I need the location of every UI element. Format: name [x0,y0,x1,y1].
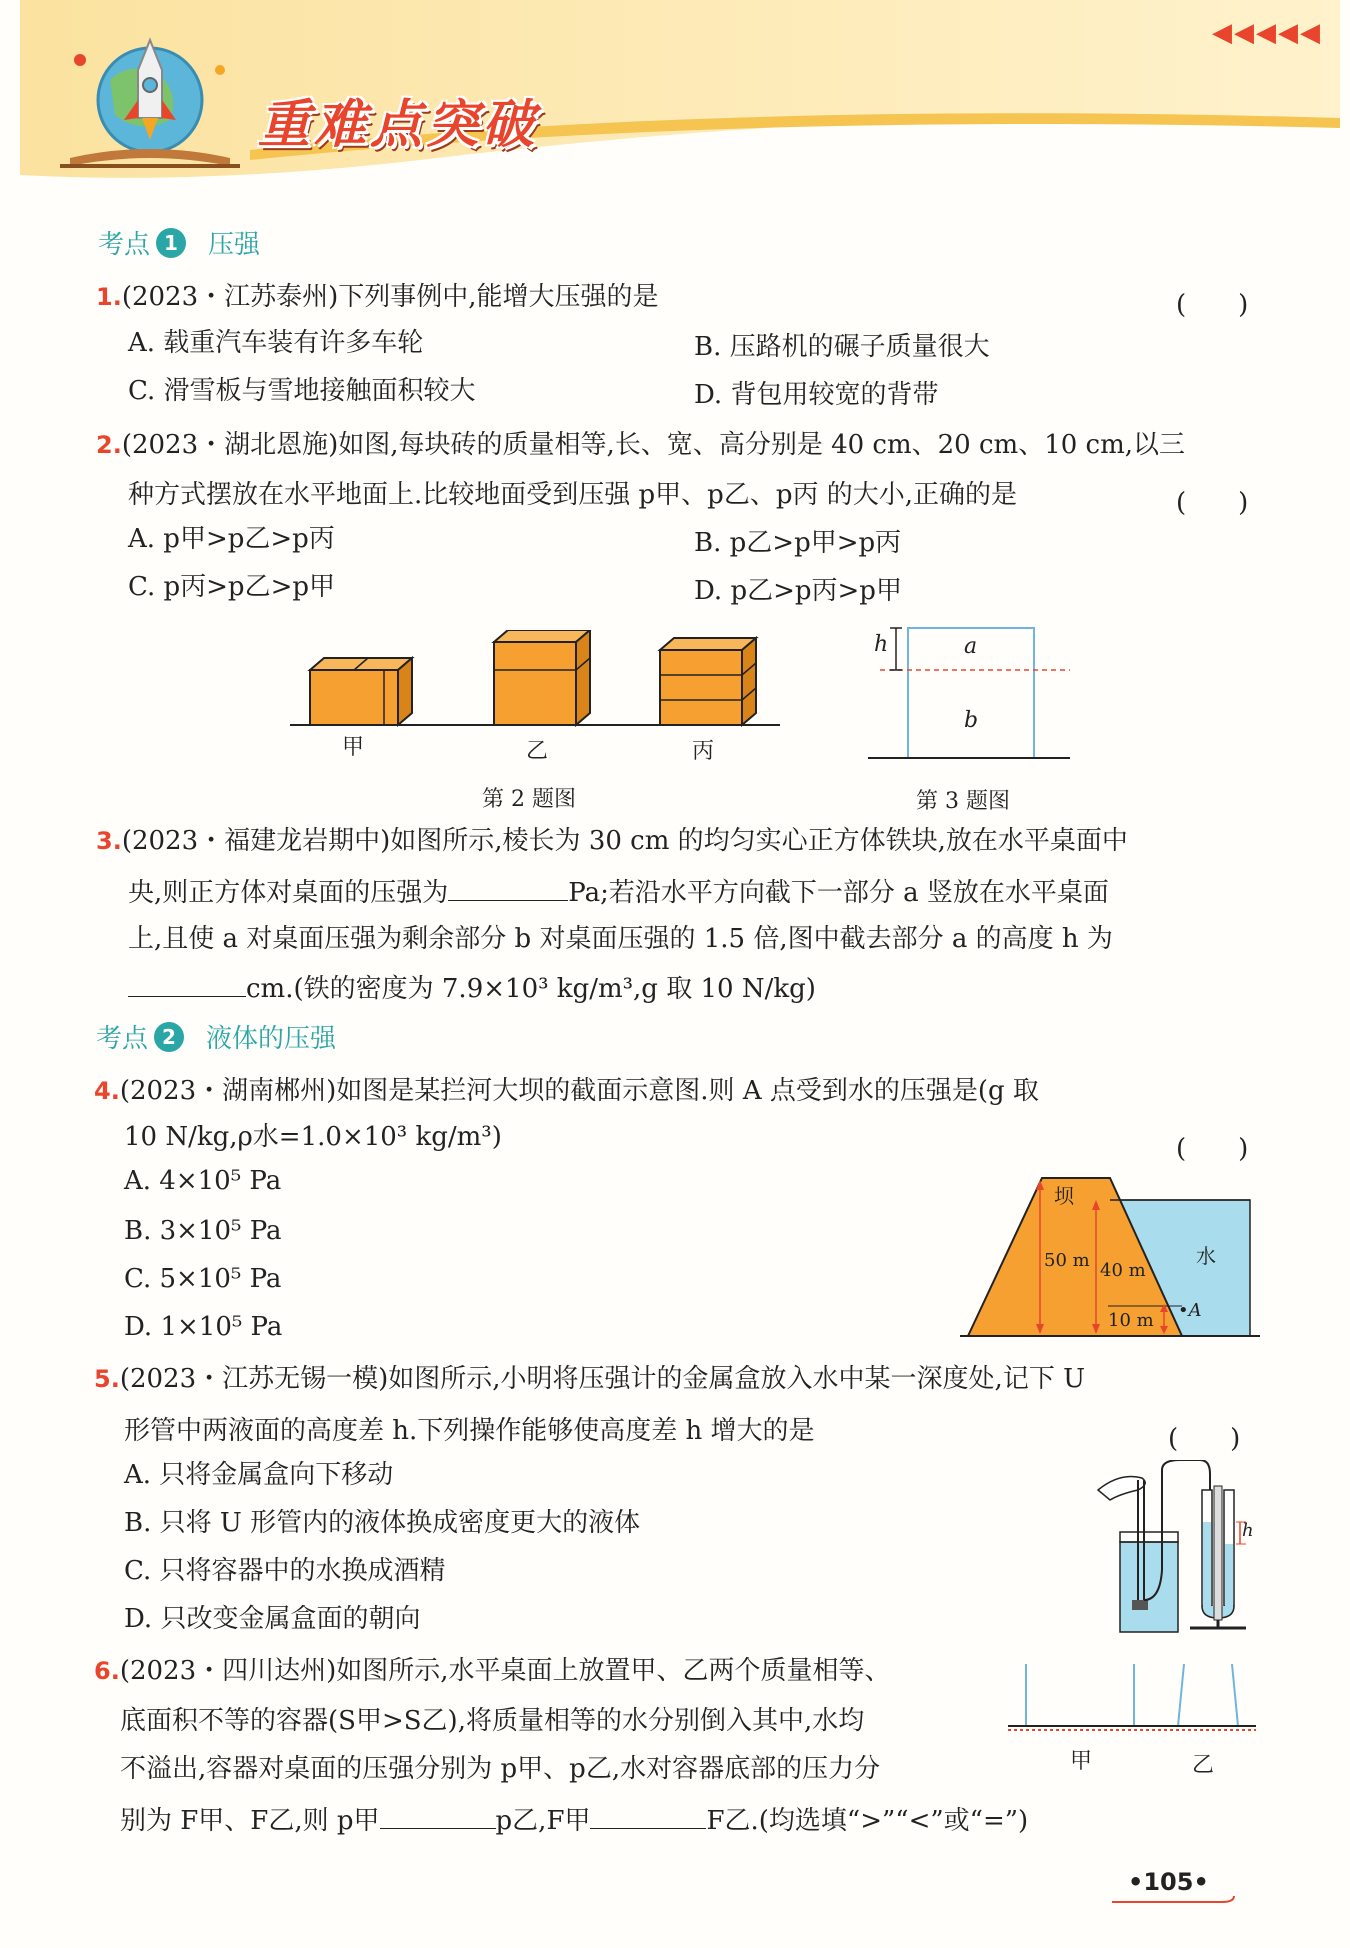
q4-option-d: D. 1×10⁵ Pa [124,1312,283,1342]
q5-line1-text: (2023・江苏无锡一模)如图所示,小明将压强计的金属盒放入水中某一深度处,记下 U [119,1364,1085,1394]
q6-line4b-text: p乙,F甲 [495,1806,591,1836]
fig4-label-40m: 40 m [1100,1260,1146,1281]
q3-line2a-text: 央,则正方体对桌面的压强为 [128,878,449,908]
fig4-label-water: 水 [1196,1244,1216,1268]
q6-line1-text: (2023・四川达州)如图所示,水平桌面上放置甲、乙两个质量相等、 [119,1656,891,1686]
header-banner [20,0,1340,190]
q2-line2: 种方式摆放在水平地面上.比较地面受到压强 p甲、p乙、p丙 的大小,正确的是 [128,480,1017,510]
fig2-label-jia: 甲 [342,735,365,760]
q6-line4c-text: F乙.(均选填“>”“<”或“=”) [706,1806,1029,1836]
section-number: 2 [154,1022,184,1052]
q5-line1 [94,1362,1085,1396]
section-number: 1 [156,228,186,258]
q4-option-b: B. 3×10⁵ Pa [124,1216,282,1246]
fig5-label-h: h [1242,1520,1254,1541]
q2-option-c: C. p丙>p乙>p甲 [128,572,335,602]
q3-line3: 上,且使 a 对桌面压强为剩余部分 b 对桌面压强的 1.5 倍,图中截去部分 a 的高度 h 为 [128,924,1113,954]
fig6-label-yi: 乙 [1192,1753,1215,1778]
q6-line4a-text: 别为 F甲、F乙,则 p甲 [120,1806,380,1836]
brick-yi [494,630,590,725]
q2-option-b: B. p乙>p甲>p丙 [694,528,902,558]
question-number: 2. [96,431,122,459]
q4-line2: 10 N/kg,ρ水=1.0×10³ kg/m³) [124,1122,502,1152]
q3-line4-text: cm.(铁的密度为 7.9×10³ kg/m³,g 取 10 N/kg) [246,974,816,1004]
q4-answer-bracket: ( ) [1176,1134,1249,1164]
q5-answer-bracket: ( ) [1168,1424,1241,1454]
q6-line2: 底面积不等的容器(S甲>S乙),将质量相等的水分别倒入其中,水均 [120,1706,865,1736]
q1-option-c: C. 滑雪板与雪地接触面积较大 [128,376,476,406]
q2-answer-bracket: ( ) [1176,488,1249,518]
question-number: 6. [94,1657,120,1685]
fig2-label-bing: 丙 [692,739,715,764]
q1-stem-text: (2023・江苏泰州)下列事例中,能增大压强的是 [121,282,659,312]
section-label: 考点 [96,1024,149,1054]
fig4-label-50m: 50 m [1044,1250,1090,1271]
q6-line1 [94,1654,891,1688]
q6-blank-1[interactable] [380,1802,496,1829]
q1-answer-bracket: ( ) [1176,290,1249,320]
fig2-label-yi: 乙 [526,739,549,764]
fig6-label-jia: 甲 [1070,1749,1093,1774]
banner-title: 重难点突破 [258,95,539,155]
q3-blank-1[interactable] [448,874,568,901]
q5-option-d: D. 只改变金属盒面的朝向 [124,1604,421,1634]
q1-stem [96,280,659,314]
section-heading-2 [96,1018,336,1055]
q5-option-a: A. 只将金属盒向下移动 [124,1460,394,1490]
fig3-label-b: b [964,708,979,733]
q5-line2: 形管中两液面的高度差 h.下列操作能够使高度差 h 增大的是 [124,1416,815,1446]
section-heading-1 [98,224,260,261]
q4-line1-text: (2023・湖南郴州)如图是某拦河大坝的截面示意图.则 A 点受到水的压强是(g 取 [119,1076,1039,1106]
q1-option-a: A. 载重汽车装有许多车轮 [128,328,424,358]
question-number: 4. [94,1077,120,1105]
q1-option-d: D. 背包用较宽的背带 [694,380,939,410]
question-number: 5. [94,1365,120,1393]
q1-option-b: B. 压路机的碾子质量很大 [694,332,990,362]
question-number: 1. [96,283,122,311]
question-number: 3. [96,827,122,855]
q5-option-b: B. 只将 U 形管内的液体换成密度更大的液体 [124,1508,641,1538]
q2-line1-text: (2023・湖北恩施)如图,每块砖的质量相等,长、宽、高分别是 40 cm、20 cm、10 cm,以三 [121,430,1186,460]
fig3-label-a: a [964,634,978,659]
q4-line1 [94,1074,1039,1108]
fig4-label-10m: 10 m [1108,1310,1154,1331]
q6-line4 [120,1802,1028,1838]
section-title: 液体的压强 [206,1024,337,1054]
fig2-caption: 第 2 题图 [482,787,576,812]
q3-blank-2[interactable] [128,970,246,997]
section-label: 考点 [98,230,151,260]
fig4-point-a: •A [1178,1300,1202,1321]
q2-line1 [96,428,1185,462]
q3-line1 [96,824,1128,858]
figure-5-pressure-gauge [1090,1460,1260,1640]
figure-6-containers [1004,1664,1260,1744]
page-number-underline [1112,1890,1242,1910]
q3-line4 [128,970,816,1006]
q3-line2 [128,874,1109,910]
q3-line2b-text: Pa;若沿水平方向截下一部分 a 竖放在水平桌面 [568,878,1109,908]
page-number: •105• [1128,1868,1209,1896]
fig3-caption: 第 3 题图 [916,789,1010,814]
fig3-label-h: h [874,632,889,657]
q5-option-c: C. 只将容器中的水换成酒精 [124,1556,446,1586]
brick-bing [660,638,756,725]
q2-option-a: A. p甲>p乙>p丙 [128,524,335,554]
brick-jia [310,658,412,725]
q2-option-d: D. p乙>p丙>p甲 [694,576,902,606]
q6-line3: 不溢出,容器对桌面的压强分别为 p甲、p乙,水对容器底部的压力分 [120,1754,881,1784]
section-title: 压强 [208,230,261,260]
q4-option-c: C. 5×10⁵ Pa [124,1264,282,1294]
q3-line1-text: (2023・福建龙岩期中)如图所示,棱长为 30 cm 的均匀实心正方体铁块,放在水平桌面中 [121,826,1128,856]
banner-background [20,0,1340,190]
q6-blank-2[interactable] [590,1802,706,1829]
decorative-arrows-icon: ◀◀◀◀◀ [1212,18,1322,48]
fig4-label-dam: 坝 [1054,1184,1074,1208]
q4-option-a: A. 4×10⁵ Pa [124,1166,282,1196]
